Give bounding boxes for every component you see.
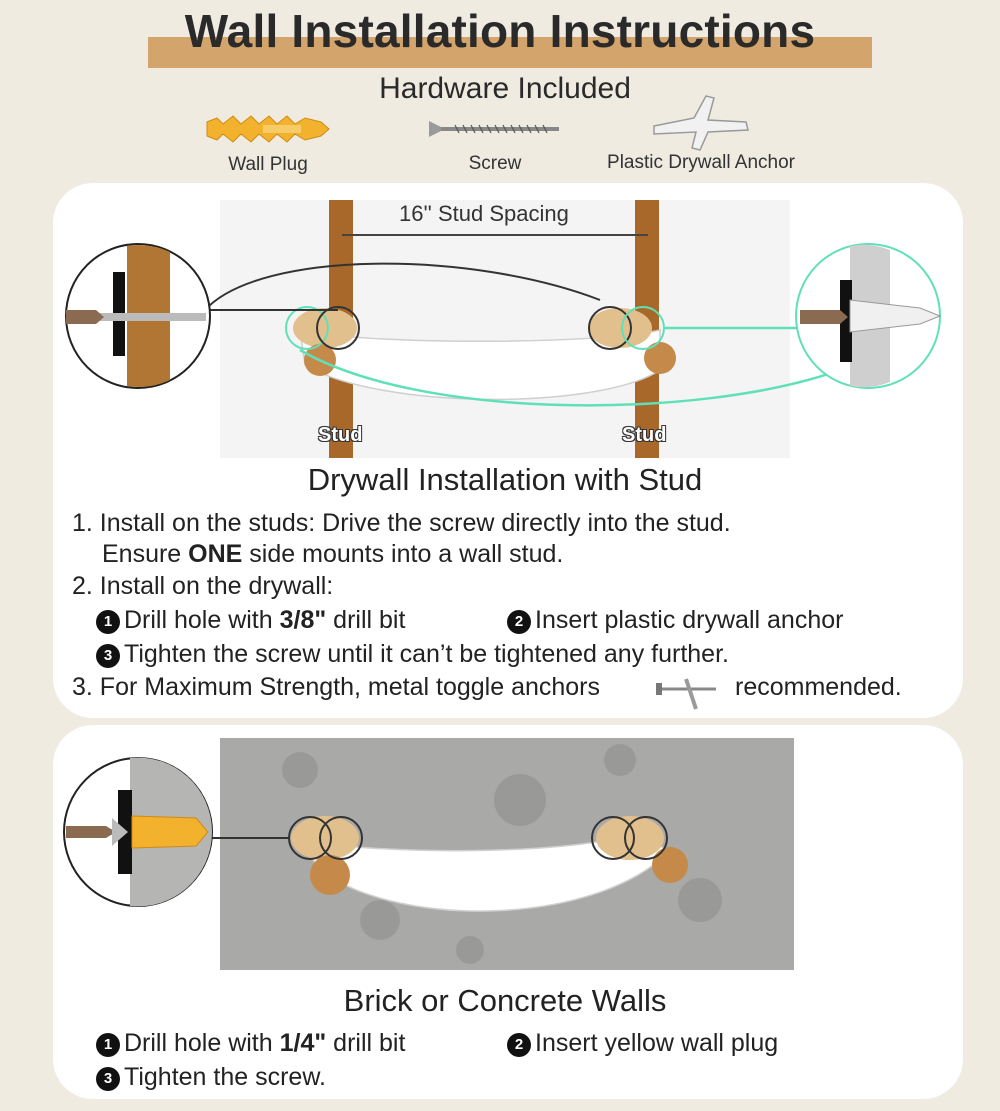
step-text: Drill hole with <box>124 606 280 634</box>
drywall-step-3: 3. For Maximum Strength, metal toggle anchors <box>72 673 601 701</box>
stud-spacing-label: 16'' Stud Spacing <box>399 201 569 226</box>
step-text: Drill hole with <box>124 1029 280 1057</box>
step-emphasis: 1/4" <box>279 1029 327 1057</box>
hardware-item-wall-plug <box>198 110 338 176</box>
step-text: side mounts into a wall stud. <box>242 540 564 568</box>
concrete-illustration <box>60 730 800 975</box>
hardware-label: Plastic Drywall Anchor <box>607 152 795 173</box>
step-text: drill bit <box>326 1029 406 1057</box>
drywall-step-3-end: recommended. <box>735 673 902 701</box>
drywall-anchor-icon <box>646 92 756 152</box>
stud-label-right: Stud <box>622 424 667 446</box>
step-emphasis: ONE <box>188 540 243 568</box>
drywall-section-title: Drywall Installation with Stud <box>307 462 703 497</box>
drywall-step-1-note <box>102 540 563 569</box>
concrete-substep-1 <box>96 1029 405 1058</box>
concrete-substep-3 <box>96 1063 326 1092</box>
page-title: Wall Installation Instructions <box>184 5 816 57</box>
step-text: Insert plastic drywall anchor <box>535 606 844 634</box>
drywall-step-1: 1. Install on the studs: Drive the screw directly into the stud. <box>72 509 731 537</box>
wall-plug-icon <box>203 110 333 148</box>
step-text: Ensure <box>102 540 189 568</box>
toggle-anchor-icon <box>656 677 720 711</box>
step-text: Insert yellow wall plug <box>535 1029 779 1057</box>
drywall-substep-3 <box>96 640 729 669</box>
drywall-substep-2 <box>507 606 843 635</box>
hardware-label: Wall Plug <box>228 154 308 175</box>
concrete-section-title: Brick or Concrete Walls <box>343 983 667 1018</box>
step-emphasis: 3/8" <box>279 606 327 634</box>
drywall-substep-1 <box>96 606 405 635</box>
step-number-badge: 2 <box>507 610 531 634</box>
step-number-badge: 2 <box>507 1033 531 1057</box>
hardware-label: Screw <box>468 153 522 174</box>
step-text: Tighten the screw until it can’t be tightened any further. <box>124 640 729 668</box>
stud-label-left: Stud <box>318 424 363 446</box>
hardware-title: Hardware Included <box>379 72 631 105</box>
drywall-step-2: 2. Install on the drywall: <box>72 572 334 600</box>
screw-icon <box>425 115 565 143</box>
step-number-badge: 3 <box>96 1067 120 1091</box>
step-text: drill bit <box>326 606 406 634</box>
hardware-item-drywall-anchor <box>598 92 804 174</box>
step-text: Tighten the screw. <box>124 1063 326 1091</box>
step-number-badge: 1 <box>96 610 120 634</box>
concrete-substep-2 <box>507 1029 778 1058</box>
step-number-badge: 1 <box>96 1033 120 1057</box>
step-number-badge: 3 <box>96 644 120 668</box>
drywall-illustration <box>60 195 960 465</box>
hardware-item-screw <box>425 115 565 175</box>
